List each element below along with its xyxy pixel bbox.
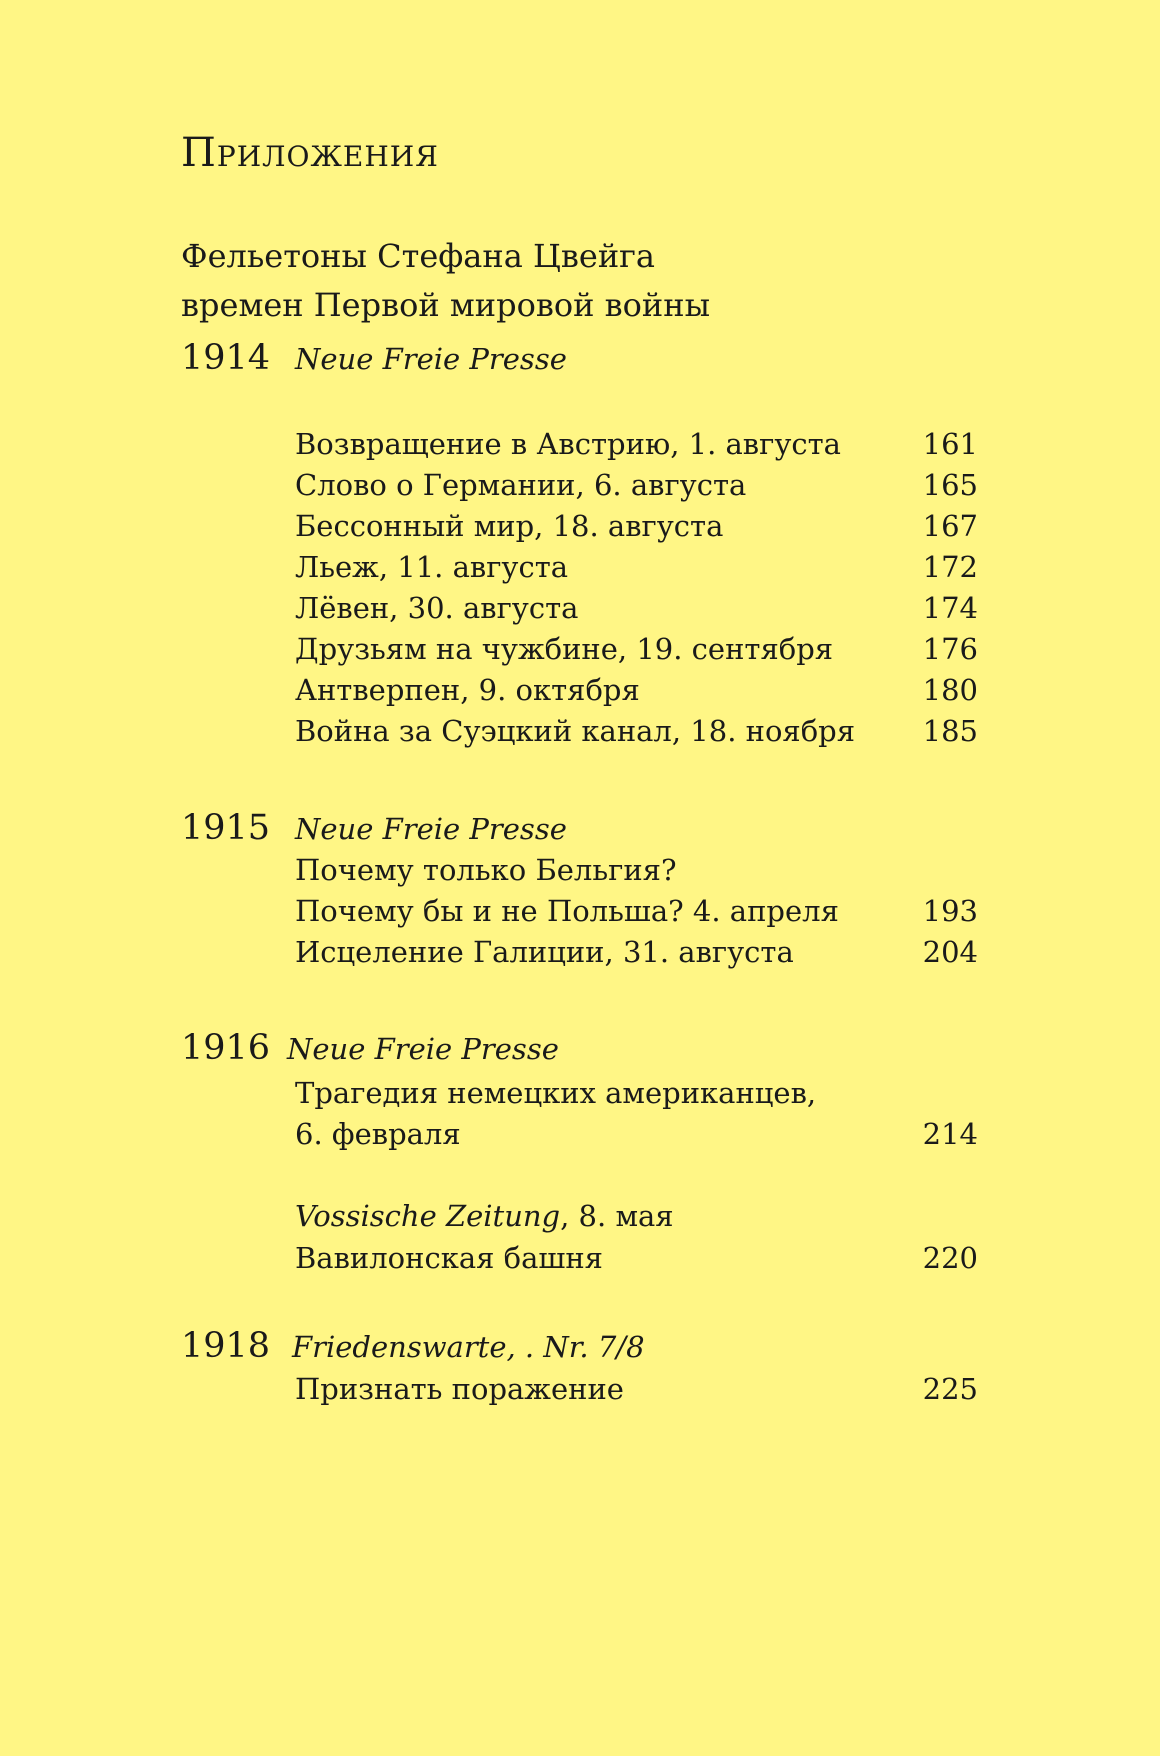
entry-title: Вавилонская башня <box>295 1241 603 1275</box>
toc-entry[interactable] <box>295 465 978 506</box>
toc-entry[interactable] <box>295 629 978 670</box>
year-label: 1915 <box>181 808 271 848</box>
entry-title: Бессонный мир, 18. августа <box>295 509 724 543</box>
toc-entry[interactable] <box>295 670 978 711</box>
toc-entry[interactable] <box>295 1073 978 1114</box>
newspaper-name: Neue Freie Presse <box>295 342 567 376</box>
toc-entry[interactable] <box>295 588 978 629</box>
newspaper-name: Neue Freie Presse <box>295 812 567 846</box>
toc-entry[interactable] <box>295 1114 978 1155</box>
entry-page-number: 214 <box>922 1117 978 1151</box>
entry-title: Почему только Бельгия? <box>295 853 677 887</box>
entry-title: Льеж, 11. августа <box>295 550 569 584</box>
entry-page-number: 172 <box>922 550 978 584</box>
issue-date: , 8. мая <box>560 1199 674 1233</box>
entry-title: Признать поражение <box>295 1372 624 1406</box>
year-label: 1914 <box>181 338 271 378</box>
newspaper-name: Friedenswarte, . Nr. 7/8 <box>292 1330 645 1364</box>
toc-entry[interactable] <box>295 850 978 891</box>
entry-title: Возвращение в Австрию, 1. августа <box>295 427 841 461</box>
newspaper-title: Vossische Zeitung <box>295 1199 561 1233</box>
toc-entry[interactable] <box>295 711 978 752</box>
entry-page-number: 185 <box>922 714 978 748</box>
entry-title: Почему бы и не Польша? 4. апреля <box>295 894 839 928</box>
entry-title: Исцеление Галиции, 31. августа <box>295 935 794 969</box>
entry-page-number: 167 <box>922 509 978 543</box>
subtitle-line: времен Первой мировой войны <box>181 286 711 324</box>
entry-title: Лёвен, 30. августа <box>295 591 579 625</box>
subtitle-line: Фельетоны Стефана Цвейга <box>181 237 655 275</box>
entry-title: Антверпен, 9. октября <box>295 673 640 707</box>
entry-page-number: 174 <box>922 591 978 625</box>
toc-entry[interactable] <box>295 1369 978 1410</box>
section-subtitle <box>181 232 710 330</box>
entry-title: 6. февраля <box>295 1117 461 1151</box>
toc-entry[interactable] <box>295 506 978 547</box>
entry-page-number: 165 <box>922 468 978 502</box>
entry-page-number: 220 <box>922 1241 978 1275</box>
newspaper-name: Neue Freie Presse <box>287 1032 559 1066</box>
toc-entry[interactable] <box>295 424 978 465</box>
entry-page-number: 193 <box>922 894 978 928</box>
year-label: 1916 <box>181 1028 271 1068</box>
toc-entry[interactable] <box>295 932 978 973</box>
appendix-heading: Приложения <box>181 130 439 176</box>
entry-page-number: 225 <box>922 1372 978 1406</box>
year-label: 1918 <box>181 1326 271 1366</box>
entry-title: Война за Суэцкий канал, 18. ноября <box>295 714 856 748</box>
entry-page-number: 161 <box>922 427 978 461</box>
entry-page-number: 176 <box>922 632 978 666</box>
toc-entry[interactable] <box>295 547 978 588</box>
entry-title: Трагедия немецких американцев, <box>295 1076 817 1110</box>
toc-entry[interactable] <box>295 1238 978 1279</box>
entry-title: Друзьям на чужбине, 19. сентября <box>295 632 834 666</box>
entry-page-number: 180 <box>922 673 978 707</box>
entry-page-number: 204 <box>922 935 978 969</box>
entry-title: Слово о Германии, 6. августа <box>295 468 747 502</box>
toc-entry[interactable] <box>295 891 978 932</box>
newspaper-name <box>295 1196 674 1237</box>
